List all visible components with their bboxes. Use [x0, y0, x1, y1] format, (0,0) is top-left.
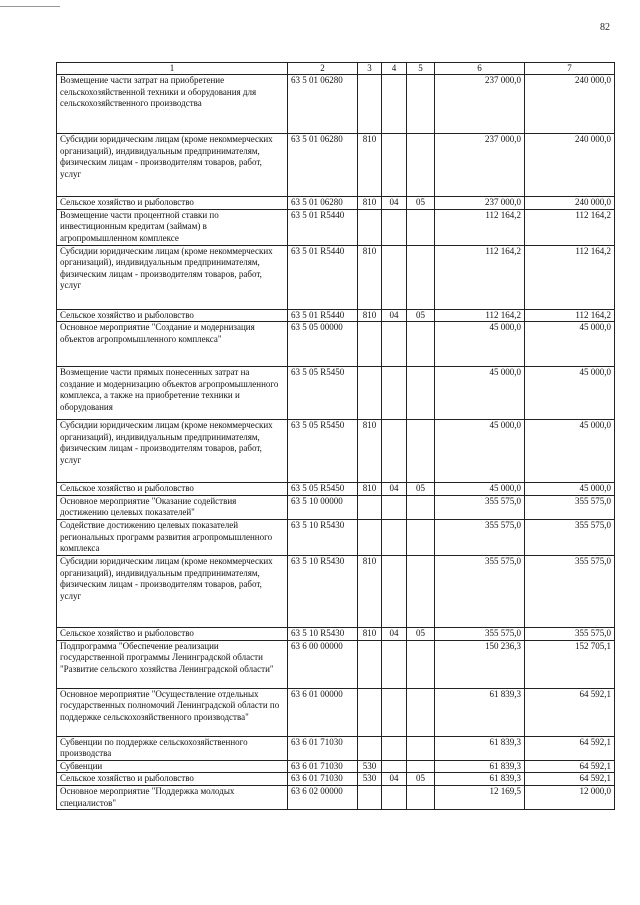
- table-row: [57, 197, 615, 210]
- header-col-7: 7: [525, 63, 615, 75]
- table-row: [57, 75, 615, 134]
- row-pr-cell: [407, 519, 435, 555]
- row-sum-2024-cell: 64 592,1: [525, 736, 615, 760]
- table-row: [57, 420, 615, 483]
- row-code-cell: 63 5 05 00000: [288, 322, 358, 367]
- row-rz-cell: [382, 209, 407, 245]
- row-code-cell: 63 5 10 R5430: [288, 519, 358, 555]
- row-code-cell: 63 6 01 71030: [288, 736, 358, 760]
- row-rz-cell: [382, 322, 407, 367]
- header-col-3: 3: [358, 63, 382, 75]
- row-vr-cell: [358, 519, 382, 555]
- row-name-cell: Сельское хозяйство и рыболовство: [57, 773, 288, 786]
- row-sum-2023-cell: 45 000,0: [435, 420, 525, 483]
- row-vr-cell: [358, 785, 382, 809]
- row-code-cell: 63 5 05 R5450: [288, 367, 358, 420]
- row-pr-cell: [407, 736, 435, 760]
- row-code-cell: 63 5 10 R5430: [288, 627, 358, 640]
- row-vr-cell: [358, 640, 382, 688]
- row-sum-2024-cell: 45 000,0: [525, 483, 615, 496]
- row-pr-cell: 05: [407, 483, 435, 496]
- row-rz-cell: [382, 555, 407, 627]
- row-vr-cell: [358, 688, 382, 736]
- row-code-cell: 63 5 01 R5440: [288, 309, 358, 322]
- row-pr-cell: [407, 245, 435, 309]
- row-vr-cell: [358, 75, 382, 134]
- row-sum-2024-cell: 240 000,0: [525, 197, 615, 210]
- row-vr-cell: [358, 367, 382, 420]
- row-vr-cell: 810: [358, 245, 382, 309]
- row-vr-cell: 810: [358, 309, 382, 322]
- row-pr-cell: [407, 420, 435, 483]
- table-row: [57, 495, 615, 519]
- row-vr-cell: 810: [358, 420, 382, 483]
- row-sum-2024-cell: 355 575,0: [525, 627, 615, 640]
- row-pr-cell: [407, 209, 435, 245]
- table-row: [57, 688, 615, 736]
- row-pr-cell: [407, 688, 435, 736]
- row-rz-cell: [382, 495, 407, 519]
- row-rz-cell: [382, 519, 407, 555]
- row-rz-cell: [382, 367, 407, 420]
- table-row: [57, 209, 615, 245]
- row-sum-2023-cell: 355 575,0: [435, 519, 525, 555]
- row-name-cell: Основное мероприятие "Создание и модернизация объектов агропромышленного комплекса": [57, 322, 288, 367]
- row-sum-2024-cell: 240 000,0: [525, 134, 615, 197]
- row-pr-cell: [407, 75, 435, 134]
- row-sum-2024-cell: 355 575,0: [525, 555, 615, 627]
- table-body: [57, 75, 615, 810]
- row-name-cell: Основное мероприятие "Поддержка молодых специалистов": [57, 785, 288, 809]
- budget-table: [56, 62, 615, 810]
- table-row: [57, 785, 615, 809]
- row-rz-cell: 04: [382, 627, 407, 640]
- row-sum-2023-cell: 112 164,2: [435, 309, 525, 322]
- row-sum-2023-cell: 45 000,0: [435, 483, 525, 496]
- row-pr-cell: [407, 134, 435, 197]
- row-name-cell: Субсидии юридическим лицам (кроме некоммерческих организаций), индивидуальным предпринимателям, физическим лицам - производителям товаров, работ, услуг: [57, 420, 288, 483]
- table-row: [57, 555, 615, 627]
- row-sum-2024-cell: 112 164,2: [525, 245, 615, 309]
- row-name-cell: Субсидии юридическим лицам (кроме некоммерческих организаций), индивидуальным предпринимателям, физическим лицам - производителям товаров, работ, услуг: [57, 555, 288, 627]
- row-vr-cell: 530: [358, 773, 382, 786]
- row-name-cell: Субвенции: [57, 760, 288, 773]
- row-rz-cell: 04: [382, 773, 407, 786]
- row-pr-cell: [407, 322, 435, 367]
- row-sum-2023-cell: 237 000,0: [435, 134, 525, 197]
- row-sum-2023-cell: 45 000,0: [435, 367, 525, 420]
- row-sum-2023-cell: 355 575,0: [435, 495, 525, 519]
- table-row: [57, 483, 615, 496]
- row-vr-cell: 810: [358, 627, 382, 640]
- row-rz-cell: 04: [382, 309, 407, 322]
- table-row: [57, 640, 615, 688]
- row-name-cell: Сельское хозяйство и рыболовство: [57, 197, 288, 210]
- table-row: [57, 736, 615, 760]
- row-pr-cell: 05: [407, 197, 435, 210]
- row-rz-cell: [382, 736, 407, 760]
- table-row: [57, 367, 615, 420]
- header-col-4: 4: [382, 63, 407, 75]
- page-number: 82: [600, 22, 610, 33]
- row-sum-2023-cell: 112 164,2: [435, 245, 525, 309]
- row-sum-2023-cell: 355 575,0: [435, 555, 525, 627]
- table-row: [57, 309, 615, 322]
- row-code-cell: 63 5 05 R5450: [288, 420, 358, 483]
- row-vr-cell: [358, 495, 382, 519]
- row-name-cell: Субсидии юридическим лицам (кроме некоммерческих организаций), индивидуальным предпринимателям, физическим лицам - производителям товаров, работ, услуг: [57, 134, 288, 197]
- row-code-cell: 63 5 10 R5430: [288, 555, 358, 627]
- row-sum-2023-cell: 45 000,0: [435, 322, 525, 367]
- row-pr-cell: [407, 367, 435, 420]
- row-vr-cell: 810: [358, 483, 382, 496]
- row-vr-cell: [358, 322, 382, 367]
- row-sum-2024-cell: 64 592,1: [525, 688, 615, 736]
- row-sum-2024-cell: 355 575,0: [525, 495, 615, 519]
- row-rz-cell: [382, 760, 407, 773]
- row-pr-cell: 05: [407, 773, 435, 786]
- row-code-cell: 63 6 00 00000: [288, 640, 358, 688]
- row-sum-2023-cell: 150 236,3: [435, 640, 525, 688]
- row-vr-cell: 810: [358, 134, 382, 197]
- row-sum-2023-cell: 237 000,0: [435, 75, 525, 134]
- row-name-cell: Основное мероприятие "Осуществление отдельных государственных полномочий Ленинградской области по поддержке сельскохозяйственного производства": [57, 688, 288, 736]
- row-code-cell: 63 5 01 R5440: [288, 245, 358, 309]
- row-sum-2023-cell: 61 839,3: [435, 773, 525, 786]
- row-code-cell: 63 6 01 71030: [288, 760, 358, 773]
- row-sum-2023-cell: 237 000,0: [435, 197, 525, 210]
- row-sum-2024-cell: 45 000,0: [525, 322, 615, 367]
- table-row: [57, 627, 615, 640]
- table-row: [57, 773, 615, 786]
- row-sum-2023-cell: 61 839,3: [435, 760, 525, 773]
- row-sum-2024-cell: 240 000,0: [525, 75, 615, 134]
- row-pr-cell: [407, 785, 435, 809]
- table-row: [57, 519, 615, 555]
- row-rz-cell: [382, 75, 407, 134]
- row-sum-2024-cell: 45 000,0: [525, 367, 615, 420]
- table-row: [57, 134, 615, 197]
- row-sum-2024-cell: 64 592,1: [525, 773, 615, 786]
- row-rz-cell: [382, 420, 407, 483]
- table-row: [57, 245, 615, 309]
- row-sum-2023-cell: 355 575,0: [435, 627, 525, 640]
- row-sum-2024-cell: 12 000,0: [525, 785, 615, 809]
- row-name-cell: Содействие достижению целевых показателей региональных программ развития агропромышленного комплекса: [57, 519, 288, 555]
- scan-corner-mark: [0, 6, 60, 7]
- row-name-cell: Возмещение части процентной ставки по инвестиционным кредитам (займам) в агропромышленном комплексе: [57, 209, 288, 245]
- header-col-6: 6: [435, 63, 525, 75]
- row-rz-cell: 04: [382, 483, 407, 496]
- table-header: [57, 63, 615, 75]
- row-code-cell: 63 5 10 00000: [288, 495, 358, 519]
- header-col-2: 2: [288, 63, 358, 75]
- row-pr-cell: 05: [407, 627, 435, 640]
- row-name-cell: Сельское хозяйство и рыболовство: [57, 627, 288, 640]
- row-vr-cell: 530: [358, 760, 382, 773]
- row-name-cell: Возмещение части прямых понесенных затрат на создание и модернизацию объектов агропромышленного комплекса, а также на приобретение техники и оборудования: [57, 367, 288, 420]
- row-sum-2024-cell: 112 164,2: [525, 309, 615, 322]
- row-name-cell: Субсидии юридическим лицам (кроме некоммерческих организаций), индивидуальным предпринимателям, физическим лицам - производителям товаров, работ, услуг: [57, 245, 288, 309]
- row-name-cell: Сельское хозяйство и рыболовство: [57, 483, 288, 496]
- row-sum-2024-cell: 64 592,1: [525, 760, 615, 773]
- row-sum-2023-cell: 12 169,5: [435, 785, 525, 809]
- row-code-cell: 63 6 02 00000: [288, 785, 358, 809]
- row-pr-cell: 05: [407, 309, 435, 322]
- row-vr-cell: [358, 736, 382, 760]
- row-vr-cell: 810: [358, 555, 382, 627]
- row-pr-cell: [407, 555, 435, 627]
- header-row: [57, 63, 615, 75]
- row-code-cell: 63 5 05 R5450: [288, 483, 358, 496]
- row-rz-cell: [382, 785, 407, 809]
- row-sum-2024-cell: 45 000,0: [525, 420, 615, 483]
- row-code-cell: 63 6 01 00000: [288, 688, 358, 736]
- row-rz-cell: [382, 134, 407, 197]
- row-rz-cell: 04: [382, 197, 407, 210]
- row-sum-2024-cell: 112 164,2: [525, 209, 615, 245]
- row-sum-2024-cell: 152 705,1: [525, 640, 615, 688]
- row-code-cell: 63 6 01 71030: [288, 773, 358, 786]
- row-rz-cell: [382, 245, 407, 309]
- row-pr-cell: [407, 760, 435, 773]
- row-name-cell: Субвенции по поддержке сельскохозяйственного производства: [57, 736, 288, 760]
- row-name-cell: Возмещение части затрат на приобретение сельскохозяйственной техники и оборудования для сельскохозяйственного производства: [57, 75, 288, 134]
- row-code-cell: 63 5 01 06280: [288, 75, 358, 134]
- row-name-cell: Подпрограмма "Обеспечение реализации государственной программы Ленинградской области "Развитие сельского хозяйства Ленинградской области": [57, 640, 288, 688]
- row-rz-cell: [382, 640, 407, 688]
- row-vr-cell: 810: [358, 197, 382, 210]
- table-row: [57, 760, 615, 773]
- row-sum-2024-cell: 355 575,0: [525, 519, 615, 555]
- row-code-cell: 63 5 01 06280: [288, 197, 358, 210]
- row-code-cell: 63 5 01 R5440: [288, 209, 358, 245]
- row-vr-cell: [358, 209, 382, 245]
- row-sum-2023-cell: 112 164,2: [435, 209, 525, 245]
- header-col-1: 1: [57, 63, 288, 75]
- row-name-cell: Сельское хозяйство и рыболовство: [57, 309, 288, 322]
- row-sum-2023-cell: 61 839,3: [435, 688, 525, 736]
- row-pr-cell: [407, 640, 435, 688]
- row-rz-cell: [382, 688, 407, 736]
- row-code-cell: 63 5 01 06280: [288, 134, 358, 197]
- header-col-5: 5: [407, 63, 435, 75]
- row-sum-2023-cell: 61 839,3: [435, 736, 525, 760]
- table-row: [57, 322, 615, 367]
- row-pr-cell: [407, 495, 435, 519]
- row-name-cell: Основное мероприятие "Оказание содействия достижению целевых показателей": [57, 495, 288, 519]
